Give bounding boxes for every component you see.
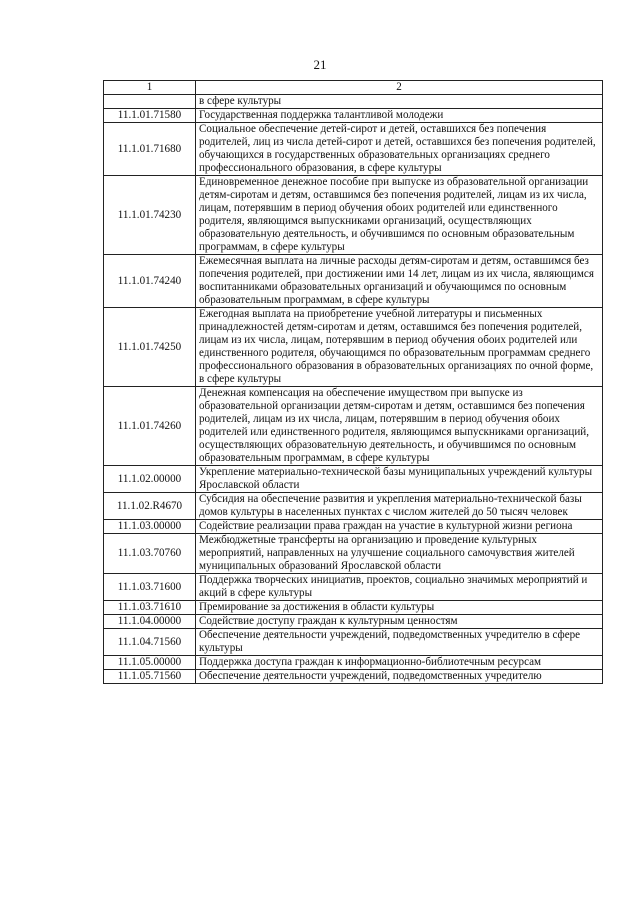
code-cell: 11.1.01.74240 xyxy=(104,255,196,308)
code-cell: 11.1.04.00000 xyxy=(104,615,196,629)
code-cell: 11.1.03.71600 xyxy=(104,574,196,601)
name-cell: Укрепление материально-технической базы муниципальных учреждений культуры Ярославской области xyxy=(196,466,603,493)
page-number: 21 xyxy=(313,57,327,72)
table-row xyxy=(104,255,603,308)
name-cell: Ежемесячная выплата на личные расходы детям-сиротам и детям, оставшимся без попечения родителей, при достижении ими 14 лет, лицам из их числа, являющимся воспитанниками образовательных организаций и обучающимся по основным образовательным программам, в сфере культуры xyxy=(196,255,603,308)
name-cell: Обеспечение деятельности учреждений, подведомственных учредителю xyxy=(196,670,603,684)
code-cell: 11.1.01.74230 xyxy=(104,176,196,255)
name-cell: Премирование за достижения в области культуры xyxy=(196,601,603,615)
table-row xyxy=(104,615,603,629)
code-cell xyxy=(104,95,196,109)
code-cell: 11.1.03.00000 xyxy=(104,520,196,534)
budget-code-table xyxy=(103,80,603,684)
column-header-1: 1 xyxy=(104,81,196,95)
table-row xyxy=(104,629,603,656)
name-cell: Обеспечение деятельности учреждений, подведомственных учредителю в сфере культуры xyxy=(196,629,603,656)
code-cell: 11.1.05.00000 xyxy=(104,656,196,670)
name-cell: Субсидия на обеспечение развития и укрепления материально-технической базы домов культуры в населенных пунктах с числом жителей до 50 тысяч человек xyxy=(196,493,603,520)
table-row xyxy=(104,387,603,466)
table-row xyxy=(104,534,603,574)
name-cell: Поддержка доступа граждан к информационно-библиотечным ресурсам xyxy=(196,656,603,670)
table-row xyxy=(104,176,603,255)
table-row xyxy=(104,656,603,670)
name-cell: Содействие реализации права граждан на участие в культурной жизни региона xyxy=(196,520,603,534)
name-cell: Поддержка творческих инициатив, проектов, социально значимых мероприятий и акций в сфере культуры xyxy=(196,574,603,601)
code-cell: 11.1.02.R4670 xyxy=(104,493,196,520)
code-cell: 11.1.01.71580 xyxy=(104,109,196,123)
table-row xyxy=(104,95,603,109)
code-cell: 11.1.04.71560 xyxy=(104,629,196,656)
code-cell: 11.1.05.71560 xyxy=(104,670,196,684)
code-cell: 11.1.03.70760 xyxy=(104,534,196,574)
code-cell: 11.1.03.71610 xyxy=(104,601,196,615)
name-cell: Содействие доступу граждан к культурным ценностям xyxy=(196,615,603,629)
table-row xyxy=(104,109,603,123)
name-cell: Государственная поддержка талантливой молодежи xyxy=(196,109,603,123)
code-cell: 11.1.01.71680 xyxy=(104,123,196,176)
table-row xyxy=(104,601,603,615)
code-cell: 11.1.01.74250 xyxy=(104,308,196,387)
code-cell: 11.1.01.74260 xyxy=(104,387,196,466)
table-row xyxy=(104,308,603,387)
table-row xyxy=(104,520,603,534)
code-cell: 11.1.02.00000 xyxy=(104,466,196,493)
table-row xyxy=(104,123,603,176)
name-cell: в сфере культуры xyxy=(196,95,603,109)
column-header-2: 2 xyxy=(196,81,603,95)
table-row xyxy=(104,574,603,601)
name-cell: Межбюджетные трансферты на организацию и проведение культурных мероприятий, направленных на улучшение социального самочувствия жителей муниципальных образований Ярославской области xyxy=(196,534,603,574)
name-cell: Денежная компенсация на обеспечение имуществом при выпуске из образовательной организации детям-сиротам и детям, оставшимся без попечения родителей, лицам из их числа, лицам, потерявшим в период обучения обоих родителей или единственного родителя, являющимся выпускниками организаций, осуществляющих образовательную деятельность, и обучившимся по основным образовательным программам, в сфере культуры xyxy=(196,387,603,466)
name-cell: Социальное обеспечение детей-сирот и детей, оставшихся без попечения родителей, лиц из числа детей-сирот и детей, оставшихся без попечения родителей, обучающихся в государственных образовательных организациях среднего профессионального образования, в сфере культуры xyxy=(196,123,603,176)
table-row xyxy=(104,466,603,493)
name-cell: Ежегодная выплата на приобретение учебной литературы и письменных принадлежностей детям-сиротам и детям, оставшимся без попечения родителей, лицам из их числа, лицам, потерявшим в период обучения обоих родителей или единственного родителя, обучающимся по образовательным программам среднего профессионального образования в образовательных организациях по очной форме, в сфере культуры xyxy=(196,308,603,387)
table-header-row xyxy=(104,81,603,95)
table-row xyxy=(104,670,603,684)
name-cell: Единовременное денежное пособие при выпуске из образовательной организации детям-сиротам и детям, оставшимся без попечения родителей, лицам из их числа, лицам, потерявшим в период обучения обоих родителей или единственного родителя, являющимся выпускниками организаций, осуществляющих образовательную деятельность, и обучившимся по основным образовательным программам, в сфере культуры xyxy=(196,176,603,255)
table-row xyxy=(104,493,603,520)
